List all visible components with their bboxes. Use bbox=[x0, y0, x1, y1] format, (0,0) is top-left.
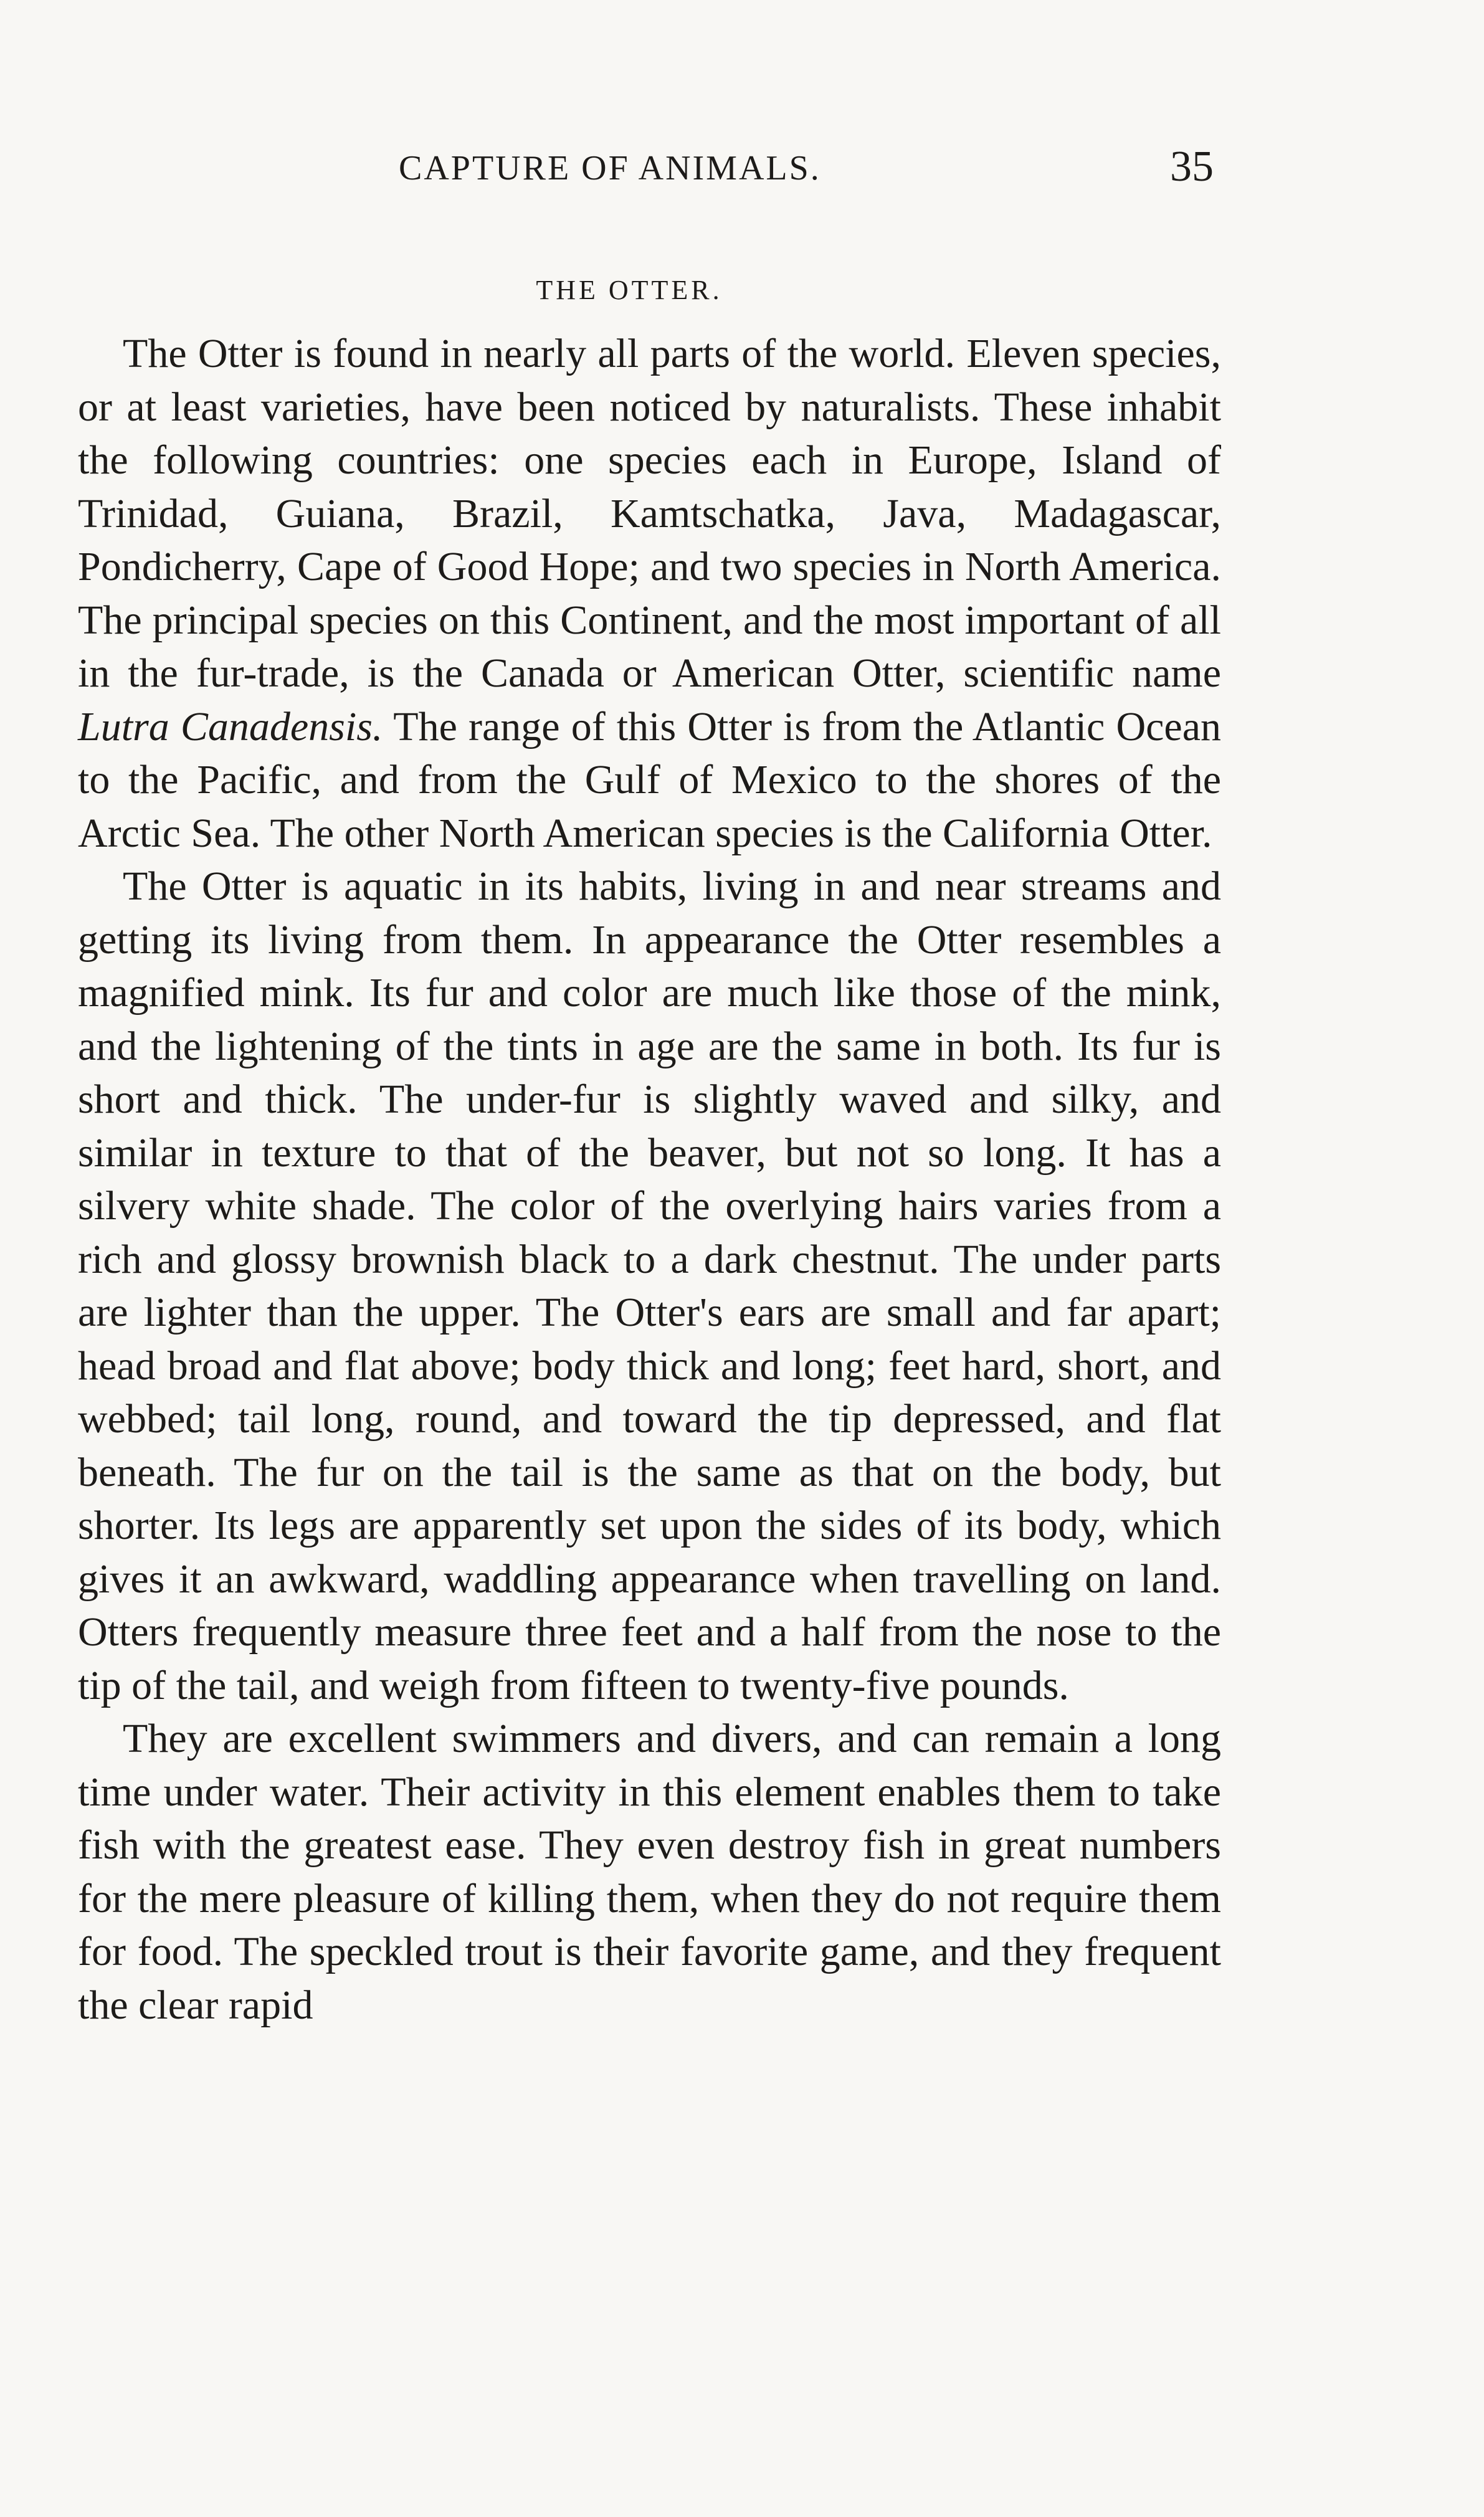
paragraph-1-text-end: The range of this Otter is from the Atlantic Ocean to the Pacific, and from the Gulf of Mexico to the shores of the Arctic Sea. The other North American species is the California Otter. bbox=[78, 703, 1221, 856]
paragraph-3: They are excellent swimmers and divers, and can remain a long time under water. Their activity in this element enables them to take fish with the greatest ease. They even destroy fish in great numbers for the mere pleasure of killing them, when they do not require them for food. The speckled trout is their favorite game, and they frequent the clear rapid bbox=[78, 1716, 1221, 2028]
page-number: 35 bbox=[1170, 143, 1214, 191]
section-title: THE OTTER. bbox=[536, 275, 723, 305]
running-head-title: CAPTURE OF ANIMALS. bbox=[399, 149, 821, 188]
paragraph-2: The Otter is aquatic in its habits, living in and near streams and getting its living from them. In appearance the Otter resembles a magnified mink. Its fur and color are much like those of the mink, and the lightening of the tints in age are the same in both. Its fur is short and thick. The under-fur is slightly waved and silky, and similar in texture to that of the beaver, but not so long. It has a silvery white shade. The color of the overlying hairs varies from a rich and glossy brownish black to a dark chestnut. The under parts are lighter than the upper. The Otter's ears are small and far apart; head broad and flat above; body thick and long; feet hard, short, and webbed; tail long, round, and toward the tip depressed, and flat beneath. The fur on the tail is the same as that on the body, but shorter. Its legs are apparently set upon the sides of its body, which gives it an awkward, waddling appearance when travelling on land. Otters frequently measure three feet and a half from the nose to the tip of the tail, and weigh from fifteen to twenty-five pounds. bbox=[78, 864, 1221, 1708]
paragraph-1 bbox=[78, 327, 1221, 860]
scientific-name: Lutra Canadensis. bbox=[78, 703, 383, 749]
paragraph-1-text-start: The Otter is found in nearly all parts of the world. Eleven species, or at least varieties, have been noticed by naturalists. These inhabit the following countries: one species each in Europe, Island of Trinidad, Guiana, Brazil, Kamtschatka, Java, Madagascar, Pondicherry, Cape of Good Hope; and two species in North America. The principal species on this Continent, and the most important of all in the fur-trade, is the Canada or American Otter, scientific name bbox=[78, 331, 1221, 696]
body-text bbox=[78, 327, 1221, 2032]
